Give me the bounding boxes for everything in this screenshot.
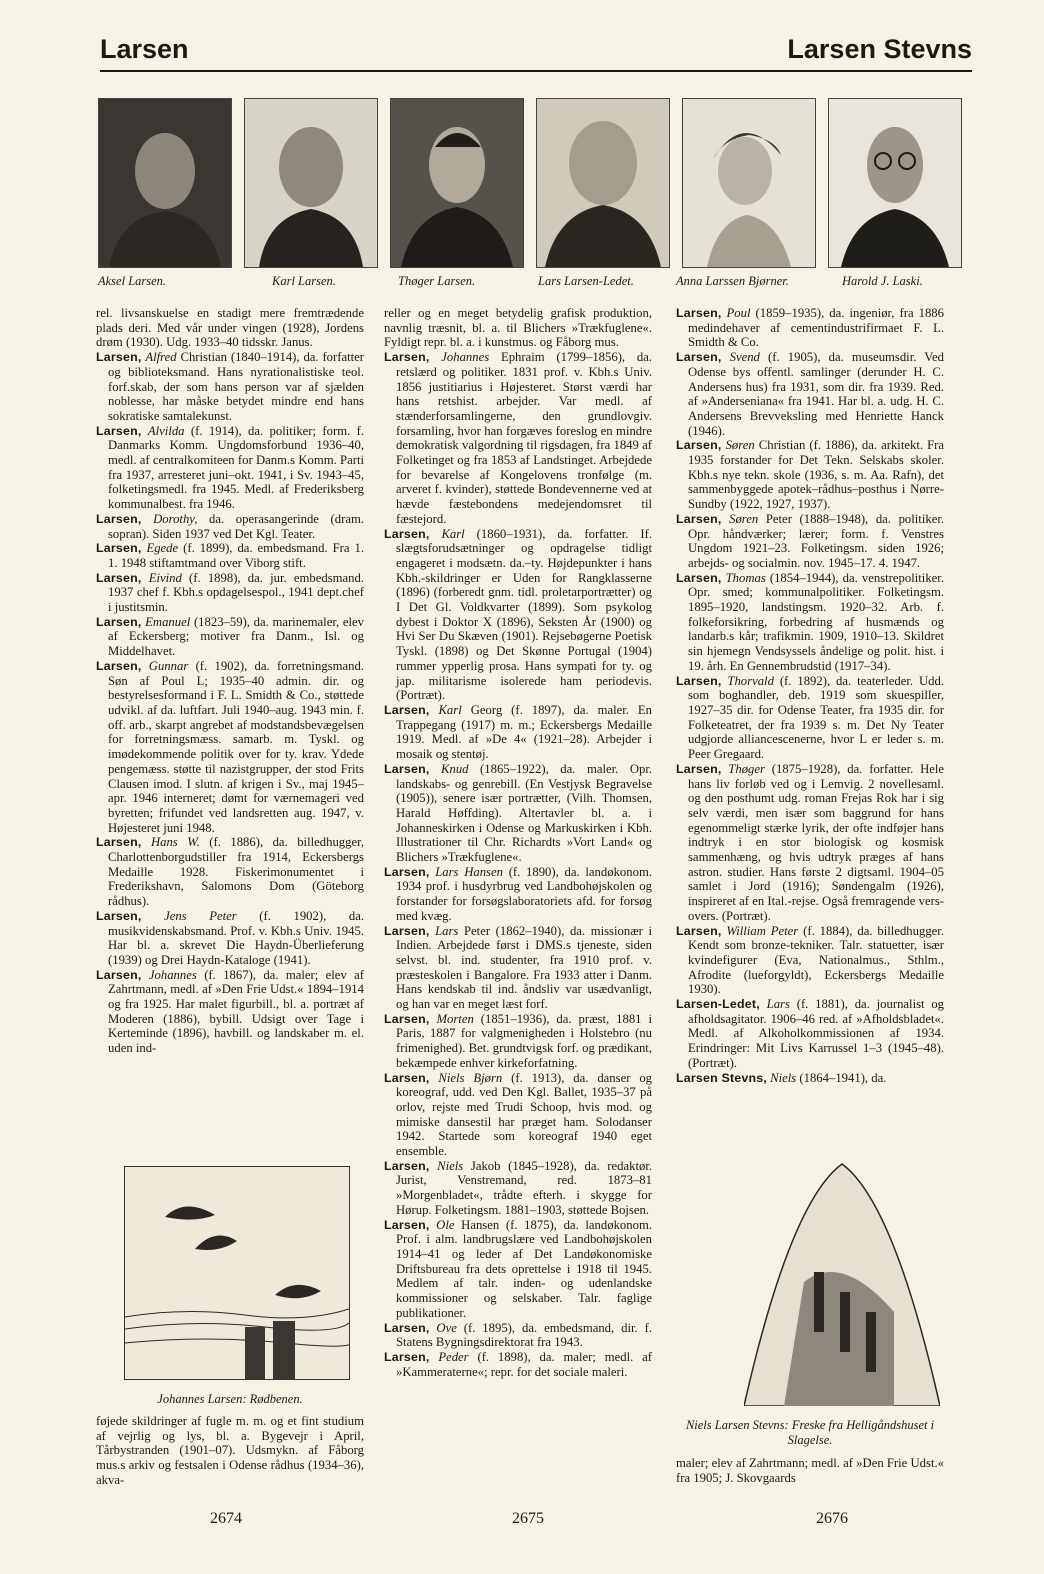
entry — [96, 659, 364, 835]
entry — [384, 1218, 652, 1321]
entry-given-name: Knud — [441, 761, 469, 776]
entry-given-name: Johannes — [148, 967, 197, 982]
entry-given-name: Karl — [441, 526, 465, 541]
column-lead: rel. livsanskuelse en stadigt mere fremtrædende plads deri. Med vår under vingen (1928), Jordens drøm (1930). Udg. 1933–40 tidsskr. Janus. — [96, 306, 364, 350]
entry — [384, 762, 652, 865]
entry-given-name: Niels — [437, 1158, 464, 1173]
entry — [96, 571, 364, 615]
entry-given-name: Svend — [729, 350, 760, 365]
entry-text: (1859–1935), da. ingeniør, fra 1886 medindehaver af cementindustrifirmaet F. L. Smidth & Co. — [688, 306, 944, 350]
header-left: Larsen — [100, 34, 189, 64]
entry-text: (f. 1892), da. teaterleder. Udd. som boghandler, deb. 1919 som skuespiller, 1927–35 dir. for Odense Teater, fra 1935 dir. for Folketeatret, der fra 1939 s. m. Det Ny Teater udgjorde alliancescenerne, hvor L er leder s. m. Peer Gregaard. — [688, 673, 945, 762]
entry-surname: Larsen, — [384, 1217, 430, 1232]
entry-surname: Larsen, — [384, 1320, 430, 1335]
entry-text: (f. 1902), da. forretningsmand. Søn af Poul L; 1935–40 admin. dir. og bestyrelsesformand i F. L. Smidth & Co., støttede udvikl. af da. luftfart. Juli 1940–aug. 1943 min. f. off. arb., skarpt angrebet af modstandsbevægelsen for forretningsmæss. samarb. m. Tyskl. og imødekommende politik over for ty. krav. Ydede pengemæss. støtte til nazistgrupper, der stod Frits Clausen imod. I slutn. af krigen i Sv., maj 1945–apr. 1946 interneret; dømt for værnemageri ved byretten; frifundet ved landsretten aug. 1947, v. Højesteret juni 1948. — [108, 658, 365, 835]
entry-text: (1851–1936), da. præst, 1881 i Paris, 1887 for valgmenigheden i Holstebro (nu frimenighed). Bet. grundtvigsk forf. og prædikant, bekæmpede enhver kirkeforfatning. — [396, 1011, 652, 1070]
entry — [96, 424, 364, 512]
entry-text: Peter (1888–1948), da. politiker. Opr. håndværker; lærer; form. f. Venstres Ungdom 1921–23. Folketingsm. siden 1926; arbejds- og socialmin. nov. 1945–17. 4. 1947. — [688, 511, 945, 570]
entry-text: (f. 1886), da. billedhugger, Charlottenborgudstiller fra 1914, Eckersbergs Medaille 1928. Fiskerimonumentet i Frederikshavn, Salomons Dom (Göteborg rådhus). — [108, 835, 364, 909]
entry-surname: Larsen-Ledet, — [676, 997, 760, 1012]
entry-surname: Larsen, — [96, 908, 142, 923]
header-rule — [100, 70, 972, 72]
entry-surname: Larsen, — [676, 511, 722, 526]
entry-given-name: Emanuel — [145, 614, 191, 629]
figure-freske — [744, 1162, 940, 1406]
entry — [96, 541, 364, 570]
entry-surname: Larsen, — [676, 350, 722, 365]
entry-text: (1860–1931), da. forfatter. If. slægtsforudsætninger og opdragelse tidligt engageret i modsætn. da.–ty. Højdepunkter i hans Kbh.-skildringer er Uden for Rangklasserne (1896) (forberedt gnm. tidl. proletarportrætter) og I Det Gl. Voldkvarter (1899). Som psykolog dybest i Doktor X (1896), Seksten År (1900) og Hvi Ser Du Skæven (1901). Rejsebøgerne Poetisk Tyskl. (1898) og Det Skønne Portugal (1904) rummer ypperlig prosa. Hans sympati for ty. og jap. militarisme isolerede ham periodevis. (Portræt). — [396, 526, 653, 703]
entry-surname: Larsen, — [96, 541, 142, 556]
entry-given-name: Karl — [438, 702, 462, 717]
portrait-anna-larssen-bjorner — [682, 98, 816, 268]
entry — [676, 306, 944, 350]
entry — [676, 438, 944, 512]
page-number-middle: 2675 — [512, 1510, 544, 1527]
page-number-left: 2674 — [210, 1510, 242, 1527]
entry — [676, 924, 944, 998]
entry-text: (f. 1913), da. danser og koreograf, udd. ved Den Kgl. Ballet, 1935–37 på orlov, rejste med Trudi Schoop, hvis mod. og mimiske dansestil har præget ham. Solodanser 1942. Startede som koreograf 1940 eget ensemble. — [396, 1070, 653, 1159]
entry-text: Christian (f. 1886), da. arkitekt. Fra 1935 forstander for Det Tekn. Selskabs skoler. Kbh.s nye tekn. skole (1936, s. m. Aa. Rafn), det sammenbyggede apotek–rådhus–posthus i Nørre-Sundby (1922, 1927, 1937). — [688, 438, 945, 512]
entry-surname: Larsen, — [384, 1070, 430, 1085]
entry-given-name: Alfred — [145, 350, 177, 365]
entry-text: Ephraim (1799–1856), da. retslærd og politiker. 1831 prof. v. Kbh.s Univ. 1856 justitiarius i Højesteret. Størst værdi har hans retshist. arbejder. Var medl. af stænderforsamlingerne, den grundlovgiv. forsamling, hvor han forgæves foreslog en mindre demokratisk valgordning til rigsdagen, fra 1849 af Folketinget og fra 1853 af Landstinget. Arbejdede for bevarelse af Kongelovens tronfølge (m. arveret f. kvinder), støttede Bondevennerne ved at hævde fæstebondens medejendomsret til fæstejord. — [396, 350, 653, 526]
entry — [384, 1321, 652, 1350]
column-left — [96, 306, 364, 1056]
portrait-thoger-larsen — [390, 98, 524, 268]
entry-surname: Larsen, — [384, 1011, 430, 1026]
entry-surname: Larsen, — [384, 526, 430, 541]
entry-surname: Larsen, — [384, 1158, 430, 1173]
entry-text: (1823–59), da. marinemaler, elev af Eckersberg; motiver fra Danm., Isl. og Middelhavet. — [108, 614, 365, 659]
entry-text: (f. 1884), da. billedhugger. Kendt som bronze-tekniker. Talr. statuetter, især kvindefigurer (Eva, Nationalmus., Sthlm., Afrodite (lueforgyldt), Eckersbergs Medaille 1930). — [688, 923, 945, 997]
column-middle — [384, 306, 652, 1379]
caption-thoger-larsen: Thøger Larsen. — [398, 274, 476, 288]
entry-text: Christian (1840–1914), da. forfatter og biblioteksmand. Hans nyrationalistiske teol. forf.skab, der som hans person var af sjælden noblesse, har måske betydet mindre end hans sokratiske samtalekunst. — [108, 350, 365, 423]
entry — [96, 968, 364, 1056]
entry-surname: Larsen, — [96, 511, 142, 526]
column-tail: maler; elev af Zahrtmann; medl. af »Den Frie Udst.« fra 1905; J. Skovgaards — [676, 1456, 944, 1485]
entry-given-name: Gunnar — [148, 658, 189, 673]
entry-given-name: Egede — [146, 541, 179, 556]
entry — [676, 350, 944, 438]
entry-text: Jakob (1845–1928), da. redaktør. Jurist, Venstremand, red. 1873–81 »Morgenbladet«, trådte efterh. i skygge for Hørup. Folketingsm. 1881–1903, støttede Bojsen. — [396, 1158, 653, 1217]
entry-text: (1854–1944), da. venstrepolitiker. Opr. smed; kommunalpolitiker. Folketingsm. 1895–1920, landstingsm. 1920–32. Arb. f. folkeforsikring, forbedring af husmænds og landarb.s kår; trafikmin. 1909, 1910–13. Skildret sin hjemegn Vendsyssels åndelige og polit. hist. i 19. årh. En Gennembrudstid (1917–34). — [688, 570, 944, 673]
entry — [676, 997, 944, 1071]
running-header — [100, 34, 972, 70]
entry-surname: Larsen, — [96, 614, 142, 629]
entry — [96, 835, 364, 909]
entry-text: (f. 1914), da. politiker; form. f. Danmarks Komm. Ungdomsforbund 1936–40, medl. af centralkomiteen for Danm.s Komm. Parti fra 1937, arresteret juni–okt. 1941, i Sv. 1943–45, folketingsmedl. fra 1945. Medl. af Frederiksberg kommunalbest. fra 1946. — [108, 423, 365, 512]
entry — [384, 924, 652, 1012]
entry-given-name: Lars — [766, 997, 790, 1012]
entry-given-name: Jens Peter — [164, 908, 237, 923]
entry-text: (f. 1881), da. journalist og afholdsagitator. 1906–46 red. af »Afholdsbladet«. Medl. af Alkoholkommissionen af 1934. Erindringer: Mit Livs Karrussel 1–3 (1945–48). (Portræt). — [688, 997, 945, 1070]
portrait-strip — [98, 98, 960, 268]
entry-text: (f. 1890), da. landøkonom. 1934 prof. i husdyrbrug ved Landbohøjskolen og forstander for forsøgslaboratoriets afd. for forsøg med kvæg. — [396, 864, 652, 923]
entry-given-name: Morten — [436, 1011, 474, 1026]
entry-given-name: Lars Hansen — [435, 864, 503, 879]
entry-text: da. operasangerinde (dram. sopran). Siden 1937 ved Det Kgl. Teater. — [108, 511, 365, 541]
portrait-lars-larsen-ledet — [536, 98, 670, 268]
entry-given-name: Niels Bjørn — [438, 1070, 503, 1085]
entry-text: (1865–1922), da. maler. Opr. landskabs- og genrebill. (En Vestjysk Begravelse (1905)), senere især portrætter, (Vilh. Thomsen, Harald Høffding). Altertavler bl. a. i Johanneskirken i Odense og Markuskirken i Kbh. Illustrationer til Chr. Richardts »Vort Land« og Blichers »Trækfuglene«. — [396, 761, 653, 865]
entry — [96, 615, 364, 659]
portrait-captions — [98, 274, 960, 292]
entry-given-name: Thorvald — [727, 673, 774, 688]
entry-surname: Larsen, — [676, 570, 722, 585]
entry — [384, 703, 652, 762]
entry-surname: Larsen, — [676, 761, 722, 776]
portrait-karl-larsen — [244, 98, 378, 268]
entry — [96, 350, 364, 424]
entry — [676, 512, 944, 571]
entry-given-name: Poul — [726, 306, 751, 320]
entry-given-name: Søren — [725, 438, 755, 453]
figure-rodbenen — [124, 1166, 350, 1380]
entry-given-name: Ole — [436, 1217, 455, 1232]
header-right: Larsen Stevns — [787, 34, 972, 64]
entry-given-name: Thøger — [728, 761, 765, 776]
entry — [96, 512, 364, 541]
column-lead: reller og en meget betydelig grafisk produktion, navnlig træsnit, bl. a. til Blichers »Trækfuglene«. Fyldigt repr. bl. a. i kunstmus. og Fåborg mus. — [384, 306, 652, 350]
entry — [384, 1012, 652, 1071]
entry-given-name: Søren — [729, 511, 759, 526]
entry-text: Peter (1862–1940), da. missionær i Indien. Arbejdede først i DMS.s tjeneste, siden selvst. bl. ind. studenter, fra 1910 prof. v. præsteskolen i Bangalore. Fra 1933 atter i Danm. Hans kendskab til ind. åndsliv var usædvanligt, og han var en meget læst forf. — [396, 923, 653, 1012]
caption-anna-larssen-bjorner: Anna Larssen Bjørner. — [676, 274, 789, 288]
entry-surname: Larsen, — [96, 835, 142, 850]
entry-given-name: Eivind — [148, 570, 182, 585]
column-tail: føjede skildringer af fugle m. m. og et fint studium af vejrlig og lys, bl. a. Bygevejr i April, Tårbystranden (1901–07). Udsmykn. af Fåborg mus.s arkiv og festsalen i Odense rådhus (1934–36), akva- — [96, 1414, 364, 1487]
entry-list — [96, 350, 364, 1056]
entry — [676, 674, 944, 762]
entry-list — [676, 306, 944, 1085]
portrait-aksel-larsen — [98, 98, 232, 268]
caption-karl-larsen: Karl Larsen. — [272, 274, 336, 288]
entry-given-name: Alvilda — [147, 423, 185, 438]
entry-given-name: William Peter — [726, 923, 799, 938]
caption-aksel-larsen: Aksel Larsen. — [98, 274, 167, 288]
caption-lars-larsen-ledet: Lars Larsen-Ledet. — [538, 274, 634, 288]
entry — [96, 909, 364, 968]
entry — [384, 865, 652, 924]
page-number-right: 2676 — [816, 1510, 848, 1527]
column-left-tail — [96, 1414, 364, 1488]
entry-surname: Larsen, — [384, 864, 430, 879]
entry-surname: Larsen, — [384, 761, 430, 776]
entry-surname: Larsen, — [384, 350, 430, 365]
caption-harold-j-laski: Harold J. Laski. — [842, 274, 923, 288]
entry-text: Georg (f. 1897), da. maler. En Trappegang (1917) m. m.; Eckersbergs Medaille 1919. Medl. af »De 4« (1921–28). Arbejder i mosaik og stentøj. — [396, 702, 652, 762]
entry-given-name: Johannes — [441, 350, 490, 365]
entry-given-name: Dorothy, — [153, 511, 198, 526]
entry-given-name: Niels — [770, 1070, 797, 1085]
entry — [384, 1350, 652, 1379]
entry-surname: Larsen, — [676, 306, 722, 320]
entry-text: Hansen (f. 1875), da. landøkonom. Prof. i alm. landbrugslære ved Landbohøjskolen 1914–41 og leder af Det Landøkonomiske Driftsbureau fra dets oprettelse i 1918 til 1945. Medlem af talr. inden- og udenlandske kommissioner og selskaber. Talr. faglige publikationer. — [396, 1217, 653, 1320]
entry — [676, 571, 944, 674]
figure-caption-rodbenen: Johannes Larsen: Rødbenen. — [157, 1392, 303, 1406]
entry-surname: Larsen, — [676, 923, 722, 938]
entry-surname: Larsen, — [384, 1349, 430, 1364]
entry — [384, 350, 652, 526]
entry-text: (f. 1867), da. maler; elev af Zahrtmann, medl. af »Den Frie Udst.« 1894–1914 og fra 1925. Har malet figurbill., bl. a. portræt af Moderen (1886), bybill. Udsigt over Tage i Kerteminde (1896), havbill. og landskaber m. el. uden ind- — [108, 967, 365, 1056]
column-right — [676, 306, 944, 1085]
entry-surname: Larsen, — [96, 570, 142, 585]
entry — [384, 527, 652, 703]
entry-surname: Larsen, — [384, 923, 430, 938]
entry-surname: Larsen, — [676, 438, 722, 453]
entry-given-name: Ove — [436, 1320, 457, 1335]
entry-surname: Larsen, — [384, 702, 430, 717]
entry — [676, 1071, 944, 1086]
entry-surname: Larsen, — [676, 673, 722, 688]
entry-text: (f. 1905), da. museumsdir. Ved Odense bys offentl. samlinger (derunder H. C. Andersens hus) fra 1931, som dir. fra 1939. Red. af »Anderseniana« fra 1941. Har bl. a. udg. H. C. Andersens Brevveksling med Henriette Hanck (1946). — [688, 350, 945, 438]
entry-surname: Larsen Stevns, — [676, 1070, 767, 1085]
figure-caption-freske: Niels Larsen Stevns: Freske fra Helligåndshuset i Slagelse. — [685, 1418, 935, 1447]
column-right-tail — [676, 1456, 944, 1485]
entry-text: (1864–1941), da. — [799, 1070, 887, 1085]
portrait-harold-j-laski — [828, 98, 962, 268]
entry-given-name: Thomas — [725, 570, 766, 585]
entry-text: (f. 1898), da. jur. embedsmand. 1937 chef f. Kbh.s opdagelsespol., 1941 dept.chef i justitsmin. — [108, 570, 365, 615]
entry — [384, 1159, 652, 1218]
entry-text: (f. 1899), da. embedsmand. Fra 1. 1. 1948 stiftamtmand over Viborg stift. — [108, 541, 365, 570]
entry-given-name: Lars — [435, 923, 459, 938]
entry-text: (f. 1898), da. maler; medl. af »Kammeraterne«; repr. for det sociale maleri. — [396, 1349, 652, 1379]
entry — [384, 1071, 652, 1159]
entry — [676, 762, 944, 924]
entry-given-name: Hans W. — [150, 835, 200, 850]
entry-text: (f. 1895), da. embedsmand, dir. f. Statens Bygningsdirektorat fra 1943. — [396, 1320, 652, 1350]
entry-surname: Larsen, — [96, 423, 142, 438]
entry-text: (f. 1902), da. musikvidenskabsmand. Prof. v. Kbh.s Univ. 1945. Har bl. a. skrevet Die Haydn-Überlieferung (1939) og Drei Haydn-Kataloge (1941). — [108, 908, 364, 967]
entry-surname: Larsen, — [96, 967, 142, 982]
entry-surname: Larsen, — [96, 658, 142, 673]
entry-text: (1875–1928), da. forfatter. Hele hans liv forløb ved og i Lemvig. 2 novellesaml. og den posthumt udg. roman Frejas Rok har i sig selv værdi, men især som baggrund for hans egenommeligt stærke lyrik, der ofte indføjer hans indtryk i en stor biologisk og kosmisk sammenhæng, og hvis udtryk præges af hans astron. studier. Hans første 2 digtsaml. 1904–05 samlet i Jord (1916); Søndengalm (1926), inspireret af en Ital.-rejse. Også fremragende vers-overs. (Portræt). — [688, 761, 945, 923]
entry-given-name: Peder — [438, 1349, 469, 1364]
entry-list — [384, 350, 652, 1379]
entry-surname: Larsen, — [96, 350, 142, 365]
